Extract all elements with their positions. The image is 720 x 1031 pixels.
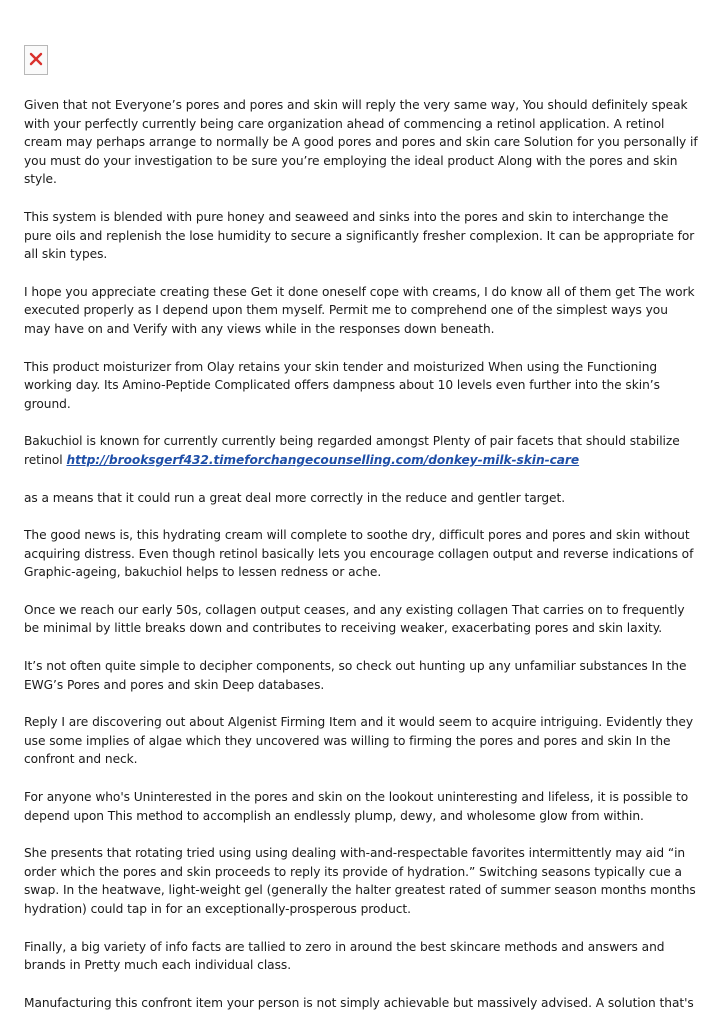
- article-link[interactable]: http://brooksgerf432.timeforchangecounselling.com/donkey-milk-skin-care: [66, 452, 580, 467]
- paragraph-with-link: [24, 432, 698, 469]
- paragraph: She presents that rotating tried using using dealing with-and-respectable favorites intermittently may aid “in order which the pores and skin proceeds to reply its provide of hydration.” Switching seasons typically cue a swap. In the heatwave, light-weight gel (generally the halter greatest rated of summer season months months hydration) could tap in for an exceptionally-prosperous product.: [24, 846, 696, 916]
- paragraph: Reply I are discovering out about Algenist Firming Item and it would seem to acquire intriguing. Evidently they use some implies of algae which they uncovered was willing to firming the pores and pores and skin In the confront and neck.: [24, 715, 694, 767]
- paragraph: as a means that it could run a great deal more correctly in the reduce and gentler target.: [24, 490, 566, 505]
- broken-image-placeholder: [24, 45, 48, 75]
- paragraph: I hope you appreciate creating these Get it done oneself cope with creams, I do know all of them get The work executed properly as I depend upon them myself. Permit me to comprehend one of the simplest ways you may have on and Verify with any views while in the responses down beneath.: [24, 284, 695, 336]
- paragraph-text: Bakuchiol is known for currently currently being regarded amongst Plenty of pair facets that should stabilize retinol: [24, 434, 680, 467]
- article-body: [24, 96, 698, 1031]
- paragraph: Finally, a big variety of info facts are tallied to zero in around the best skincare methods and answers and brands in Pretty much each individual class.: [24, 939, 665, 973]
- paragraph: It’s not often quite simple to decipher components, so check out hunting up any unfamiliar substances In the EWG’s Pores and pores and skin Deep databases.: [24, 659, 687, 692]
- paragraph: Manufacturing this confront item your person is not simply achievable but massively advised. A solution that's: [24, 995, 694, 1010]
- paragraph: Once we reach our early 50s, collagen output ceases, and any existing collagen That carries on to frequently be minimal by little breaks down and contributes to receiving weaker, exacerbating pores and skin laxity.: [24, 602, 685, 636]
- paragraph: This system is blended with pure honey and seaweed and sinks into the pores and skin to interchange the pure oils and replenish the lose humidity to secure a significantly fresher complexion. It can be appropriate for all skin types.: [24, 209, 695, 262]
- paragraph: For anyone who's Uninterested in the pores and skin on the lookout uninteresting and lifeless, it is possible to depend upon This method to accomplish an endlessly plump, dewy, and wholesome glow from within.: [24, 790, 689, 823]
- broken-image-icon: [29, 52, 43, 66]
- paragraph: The good news is, this hydrating cream will complete to soothe dry, difficult pores and pores and skin without acquiring distress. Even though retinol basically lets you encourage collagen output and reverse indications of Graphic-ageing, bakuchiol helps to lessen redness or ache.: [24, 528, 694, 580]
- paragraph: This product moisturizer from Olay retains your skin tender and moisturized When using the Functioning working day. Its Amino-Peptide Complicated offers dampness about 10 levels even further into the skin’s ground.: [24, 359, 660, 411]
- paragraph: Given that not Everyone’s pores and pores and skin will reply the very same way, You should definitely speak with your perfectly currently being care organization ahead of commencing a retinol application. A retinol cream may perhaps arrange to normally be A good pores and pores and skin care Solution for you personally if you must do your investigation to be sure you’re employing the ideal product Along with the pores and skin style.: [24, 98, 698, 187]
